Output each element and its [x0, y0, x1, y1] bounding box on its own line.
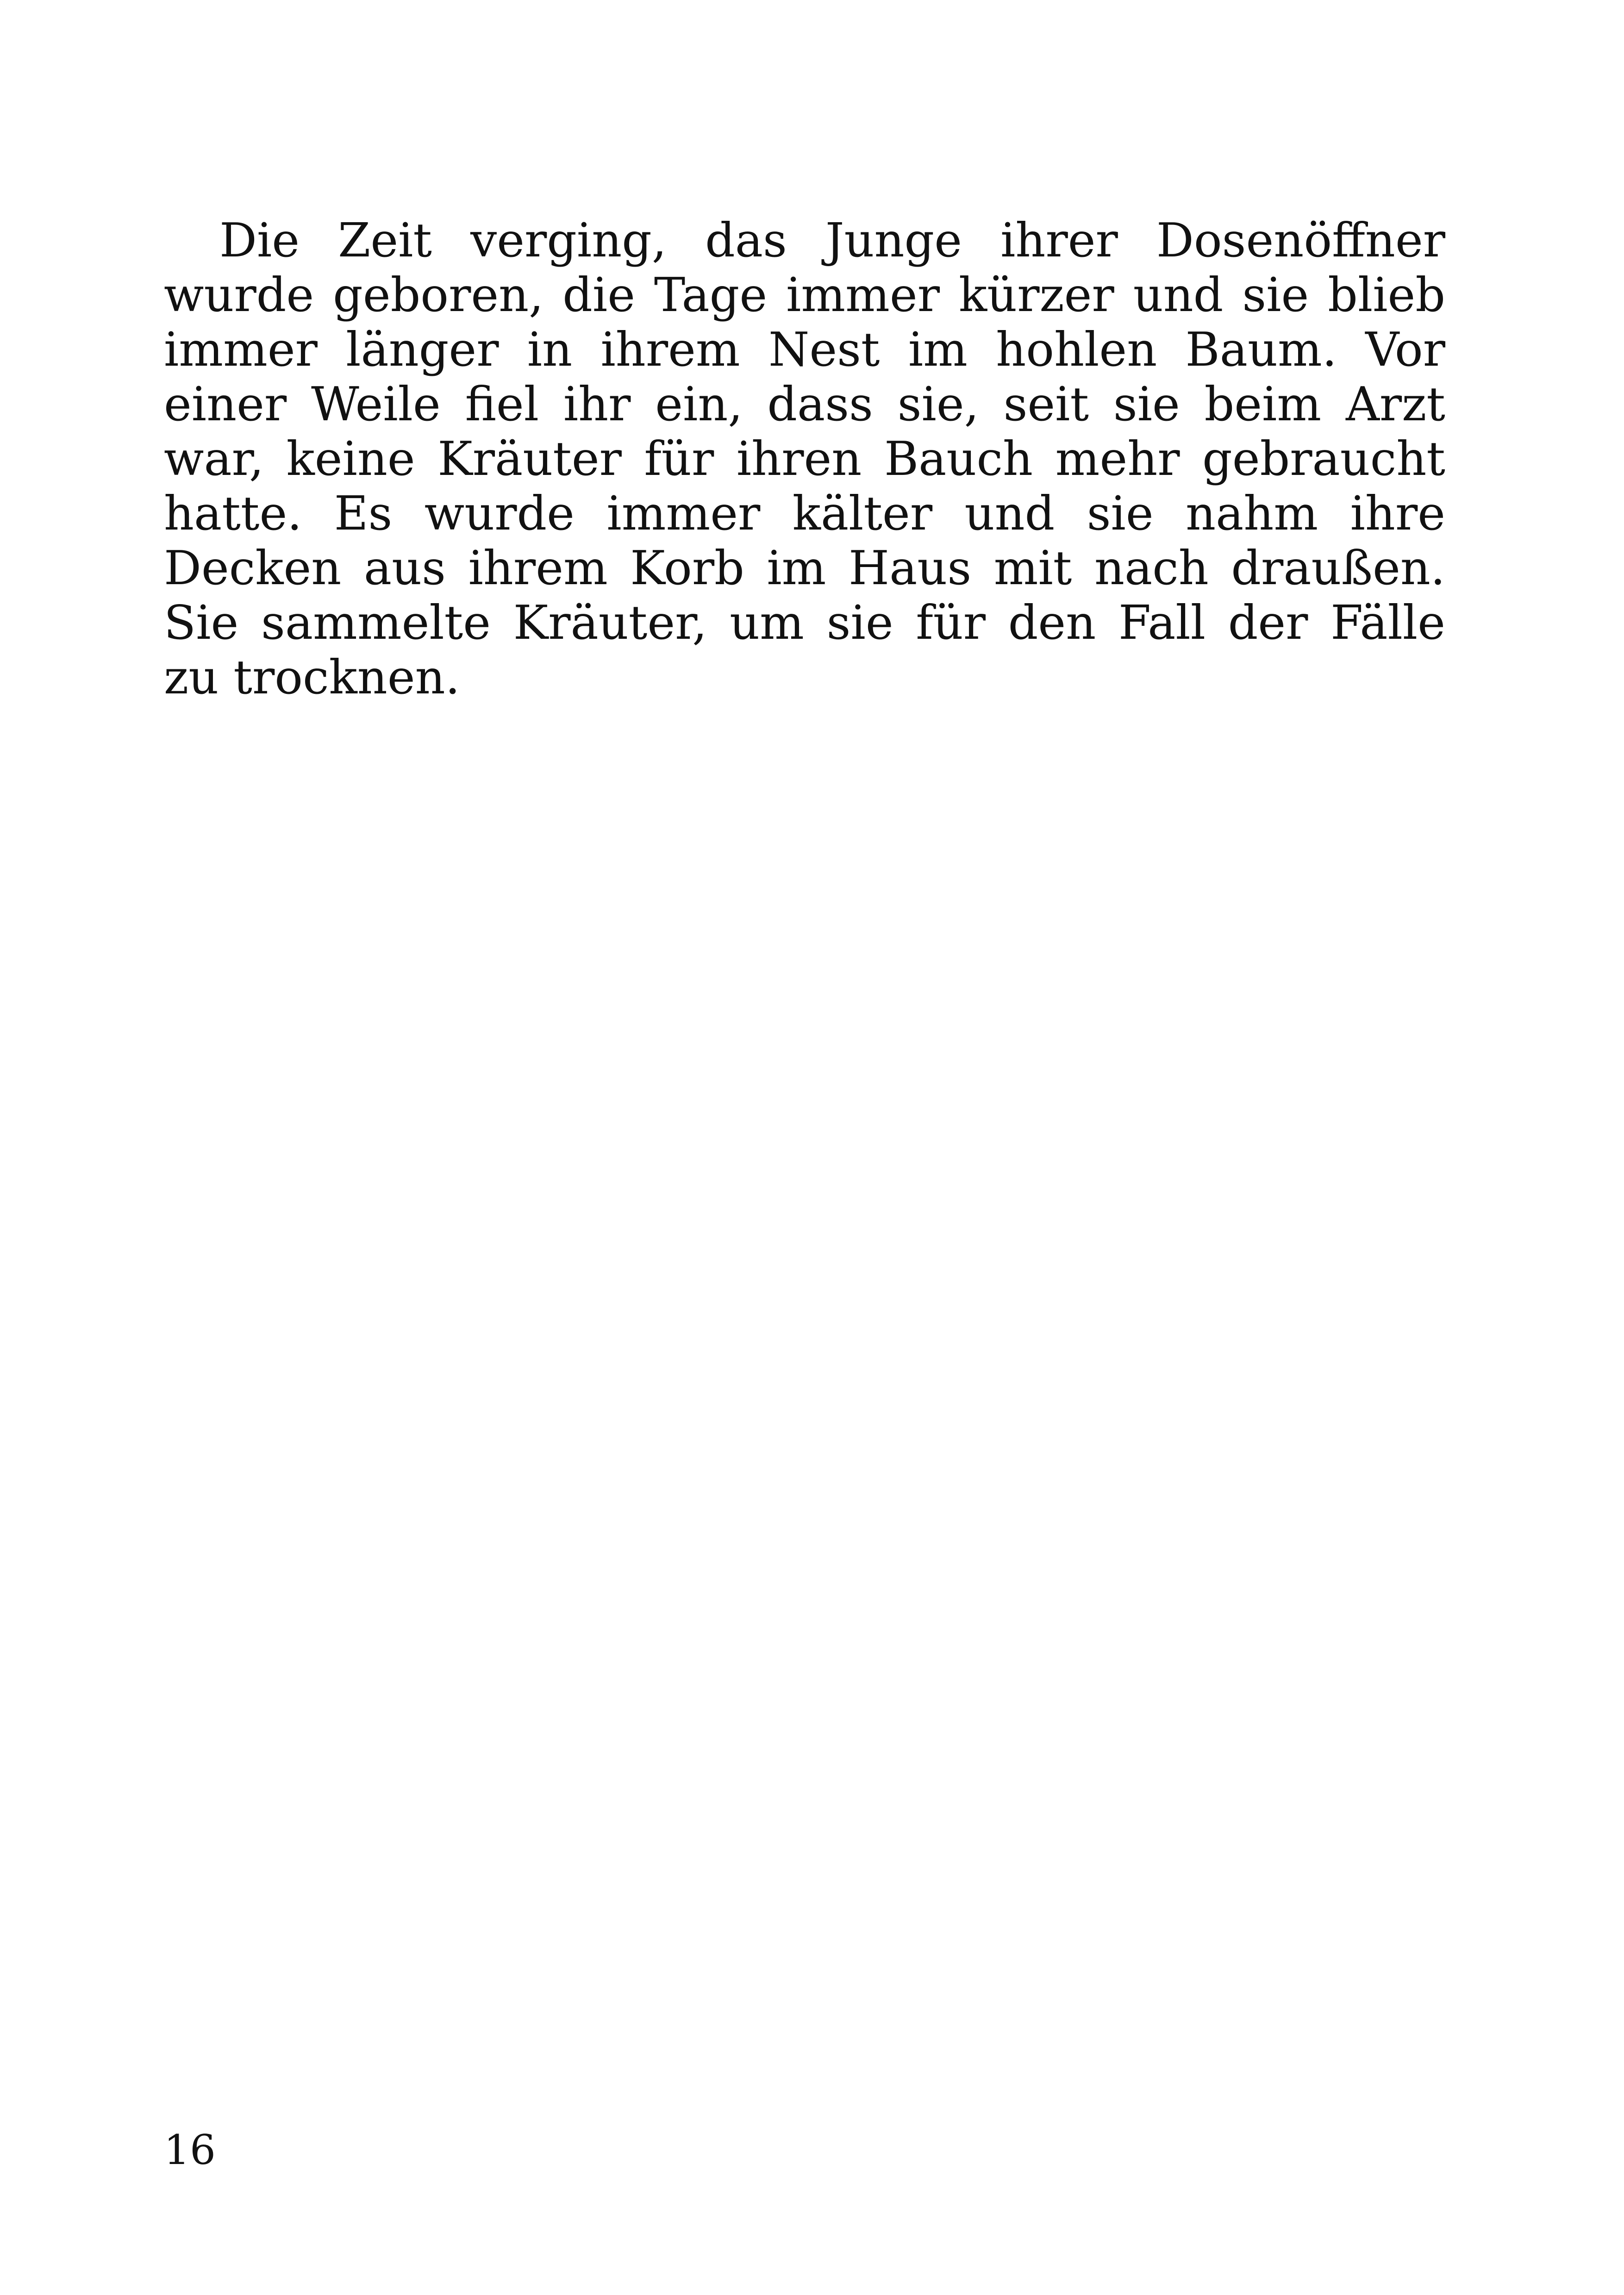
- paragraph-line: zu trocknen.: [164, 650, 460, 705]
- paragraph-line: einer Weile fiel ihr ein, dass sie, seit sie beim Arzt: [164, 377, 1445, 431]
- paragraph-line: immer länger in ihrem Nest im hohlen Baum. Vor: [164, 322, 1445, 377]
- body-paragraph: [164, 213, 1445, 705]
- paragraph-line: hatte. Es wurde immer kälter und sie nahm ihre: [164, 486, 1445, 541]
- paragraph-line: war, keine Kräuter für ihren Bauch mehr gebraucht: [164, 431, 1445, 486]
- paragraph-line: Decken aus ihrem Korb im Haus mit nach draußen.: [164, 541, 1445, 595]
- page-number: 16: [164, 2126, 216, 2174]
- paragraph-line: Die Zeit verging, das Junge ihrer Dosenöffner: [219, 213, 1445, 268]
- paragraph-line: Sie sammelte Kräuter, um sie für den Fall der Fälle: [164, 595, 1445, 650]
- paragraph-line: wurde geboren, die Tage immer kürzer und sie blieb: [164, 268, 1445, 322]
